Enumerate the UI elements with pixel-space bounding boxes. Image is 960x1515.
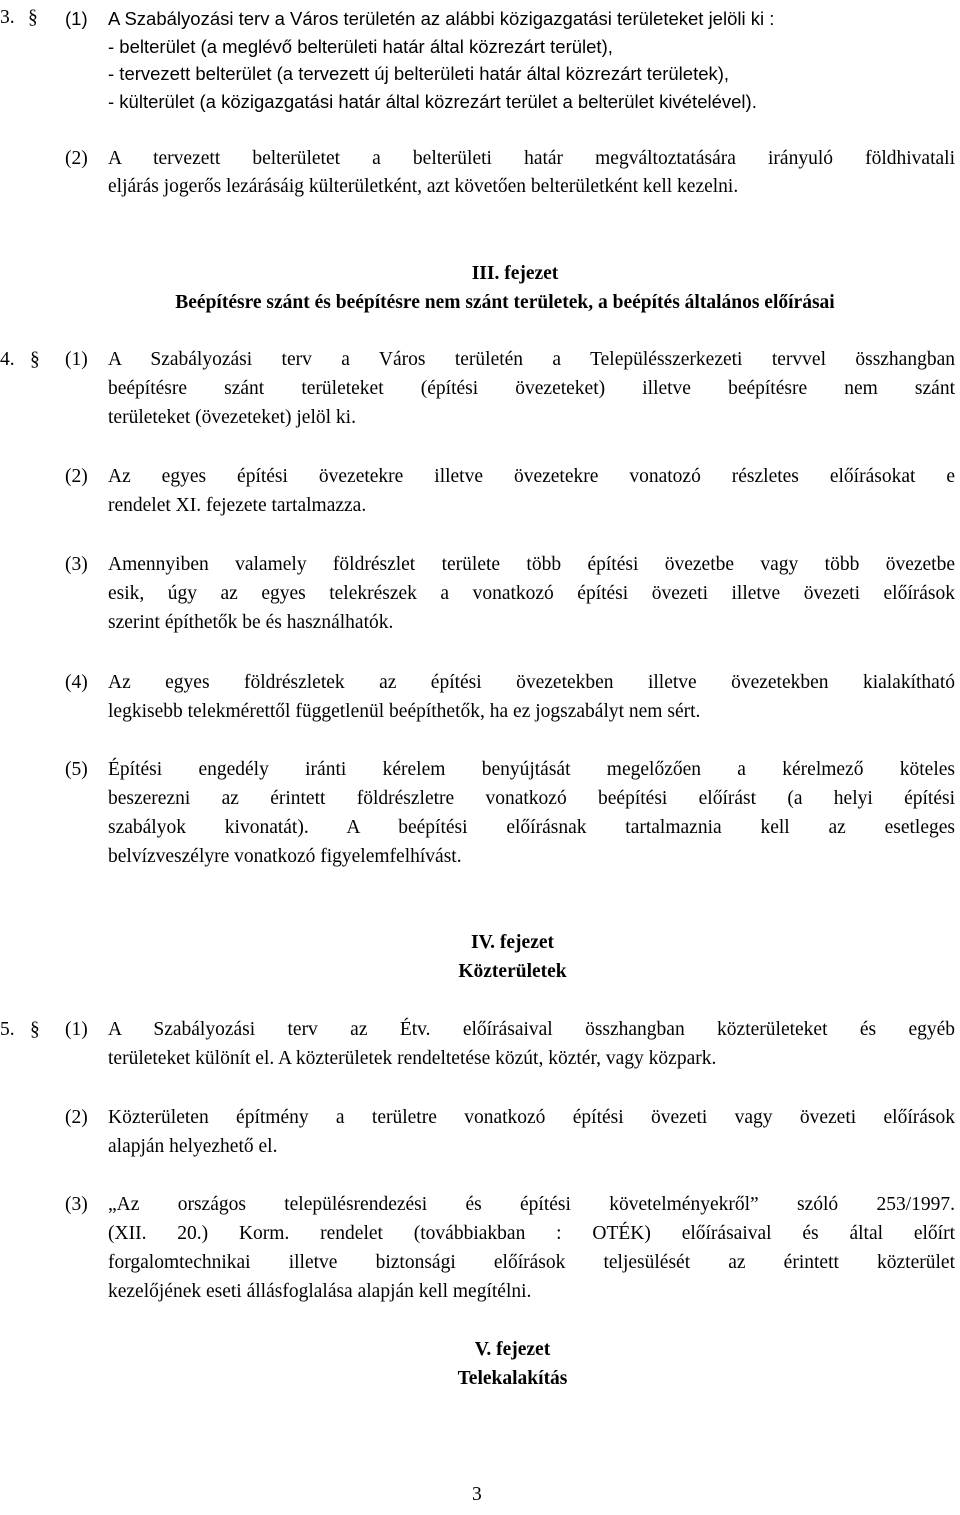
paragraph-label: (2)	[65, 1107, 88, 1128]
paragraph-label: (3)	[65, 1194, 88, 1215]
paragraph-label: (1)	[65, 349, 88, 370]
paragraph-line: A tervezett belterületet a belterületi határ megváltoztatására irányuló földhivatali	[108, 148, 955, 169]
paragraph-line: kezelőjének eseti állásfoglalása alapján kell megítélni.	[108, 1281, 532, 1302]
paragraph-line: Az egyes földrészletek az építési övezetekben illetve övezetekben kialakítható	[108, 672, 955, 693]
paragraph-line: Az egyes építési övezetekre illetve övezetekre vonatozó részletes előírásokat e	[108, 466, 955, 487]
paragraph-line: belvízveszélyre vonatkozó figyelemfelhívást.	[108, 846, 462, 867]
paragraph-label: (5)	[65, 759, 88, 780]
chapter-heading: V. fejezet	[474, 1339, 551, 1360]
paragraph-line: - belterület (a meglévő belterületi határ által közrezárt terület),	[108, 36, 613, 57]
section-number: 5.	[0, 1019, 15, 1040]
paragraph-line: „Az országos településrendezési és építési követelményekről” szóló 253/1997.	[108, 1194, 955, 1215]
paragraph-line: Közterületen építmény a területre vonatkozó építési övezeti vagy övezeti előírások	[108, 1107, 955, 1128]
paragraph-line: - tervezett belterület (a tervezett új belterületi határ által közrezárt területek),	[108, 63, 730, 84]
page-number: 3	[472, 1484, 482, 1505]
paragraph-line: esik, úgy az egyes telekrészek a vonatkozó építési övezeti illetve övezeti előírások	[108, 583, 955, 604]
paragraph-label: (2)	[65, 148, 88, 169]
section-sign: §	[28, 7, 38, 28]
paragraph-line: (XII. 20.) Korm. rendelet (továbbiakban : OTÉK) előírásaival és által előírt	[108, 1223, 955, 1244]
paragraph-line: A Szabályozási terv a Város területén a Településszerkezeti tervvel összhangban	[108, 349, 955, 370]
paragraph-line: beépítésre szánt területeket (építési övezeteket) illetve beépítésre nem szánt	[108, 378, 955, 399]
paragraph-line: A Szabályozási terv az Étv. előírásaival összhangban közterületeket és egyéb	[108, 1019, 955, 1040]
paragraph-label: (1)	[65, 8, 88, 29]
paragraph-label: (2)	[65, 466, 88, 487]
section-number: 3.	[0, 7, 15, 28]
chapter-title: Beépítésre szánt és beépítésre nem szánt területek, a beépítés általános előírásai	[175, 292, 835, 313]
paragraph-line: szabályok kivonatát). A beépítési előírásnak tartalmaznia kell az esetleges	[108, 817, 955, 838]
paragraph-line: szerint építhetők be és használhatók.	[108, 612, 394, 633]
paragraph-line: - külterület (a közigazgatási határ által közrezárt terület a belterület kivételével).	[108, 91, 757, 112]
paragraph-line: eljárás jogerős lezárásáig külterületként, azt követően belterületként kell kezelni.	[108, 176, 739, 197]
chapter-heading: IV. fejezet	[470, 932, 554, 953]
paragraph-line: A Szabályozási terv a Város területén az alábbi közigazgatási területeket jelöli ki :	[108, 8, 775, 29]
section-number: 4.	[0, 349, 15, 370]
paragraph-line: területeket különít el. A közterületek rendeltetése közút, köztér, vagy közpark.	[108, 1048, 717, 1069]
paragraph-line: területeket (övezeteket) jelöl ki.	[108, 407, 356, 428]
paragraph-line: beszerezni az érintett földrészletre vonatkozó beépítési előírást (a helyi építési	[108, 788, 955, 809]
paragraph-line: alapján helyezhető el.	[108, 1136, 278, 1157]
paragraph-line: Amennyiben valamely földrészlet területe több építési övezetbe vagy több övezetbe	[108, 554, 955, 575]
paragraph-line: Építési engedély iránti kérelem benyújtását megelőzően a kérelmező köteles	[108, 759, 955, 780]
paragraph-line: rendelet XI. fejezete tartalmazza.	[108, 495, 367, 516]
paragraph-label: (3)	[65, 554, 88, 575]
paragraph-label: (4)	[65, 672, 88, 693]
paragraph-line: forgalomtechnikai illetve biztonsági előírások teljesülését az érintett közterület	[108, 1252, 955, 1273]
chapter-heading: III. fejezet	[471, 263, 559, 284]
chapter-title: Közterületek	[458, 961, 567, 982]
section-sign: §	[30, 349, 40, 370]
chapter-title: Telekalakítás	[457, 1368, 568, 1389]
section-sign: §	[30, 1019, 40, 1040]
paragraph-line: legkisebb telekmérettől függetlenül beépíthetők, ha ez jogszabályt nem sért.	[108, 701, 701, 722]
paragraph-label: (1)	[65, 1019, 88, 1040]
